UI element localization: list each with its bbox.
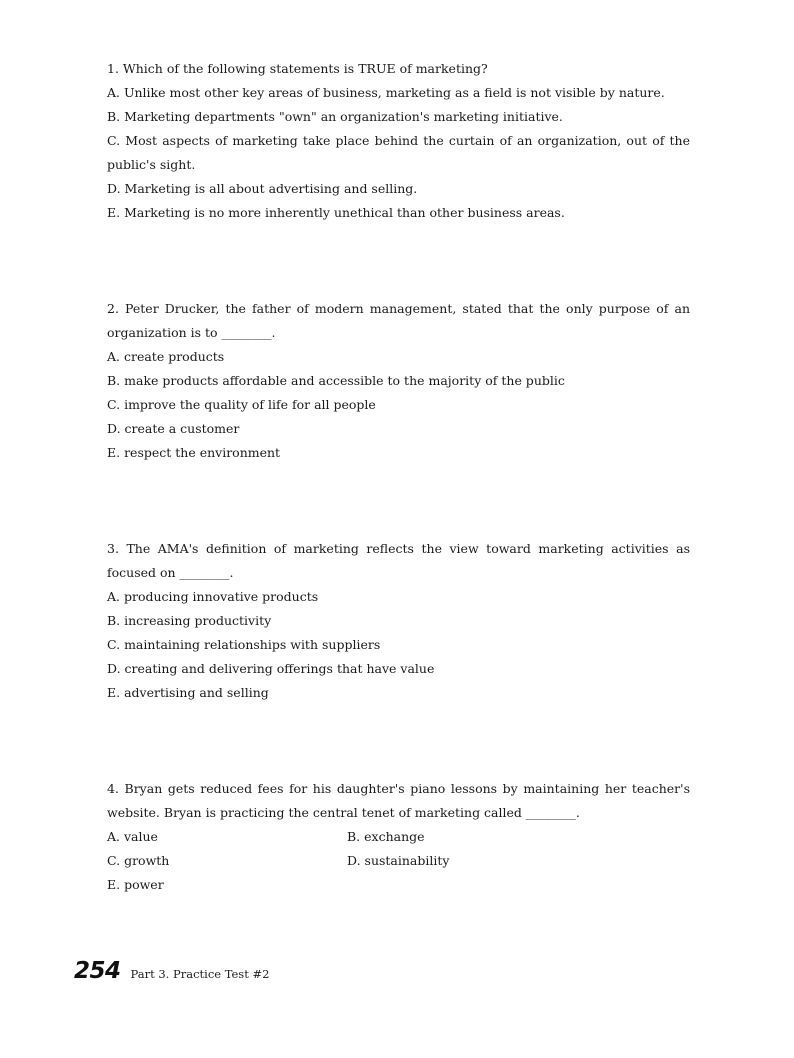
answer-option-a: A. producing innovative products bbox=[107, 589, 319, 604]
answer-option-b: B. increasing productivity bbox=[107, 613, 272, 628]
answer-option-d: D. Marketing is all about advertising and selling. bbox=[107, 181, 418, 196]
page-footer bbox=[74, 958, 269, 990]
answer-option-d: D. create a customer bbox=[107, 421, 240, 436]
question-1 bbox=[107, 57, 690, 225]
answer-options-grid bbox=[107, 825, 690, 897]
answer-option-c: C. growth bbox=[107, 853, 170, 868]
question-stem: 4. Bryan gets reduced fees for his daughter's piano lessons by maintaining her teacher's website. Bryan is practicing the central tenet of marketing called ________. bbox=[107, 781, 690, 820]
question-3 bbox=[107, 537, 690, 705]
question-stem: 2. Peter Drucker, the father of modern management, stated that the only purpose of an organization is to ________. bbox=[107, 301, 690, 340]
answer-option-e: E. power bbox=[107, 877, 164, 892]
answer-option-a: A. create products bbox=[107, 349, 225, 364]
answer-option-d: D. sustainability bbox=[347, 853, 450, 868]
answer-option-a: A. Unlike most other key areas of business, marketing as a field is not visible by nature. bbox=[107, 85, 665, 100]
answer-option-e: E. respect the environment bbox=[107, 445, 281, 460]
answer-option-a: A. value bbox=[107, 829, 158, 844]
answer-option-d: D. creating and delivering offerings that have value bbox=[107, 661, 435, 676]
answer-option-e: E. advertising and selling bbox=[107, 685, 269, 700]
answer-option-e: E. Marketing is no more inherently unethical than other business areas. bbox=[107, 205, 565, 220]
question-2 bbox=[107, 297, 690, 465]
answer-option-b: B. exchange bbox=[347, 829, 425, 844]
question-stem: 1. Which of the following statements is TRUE of marketing? bbox=[107, 61, 488, 76]
question-stem: 3. The AMA's definition of marketing reflects the view toward marketing activities as focused on ________. bbox=[107, 541, 690, 580]
answer-option-c: C. Most aspects of marketing take place behind the curtain of an organization, out of the public's sight. bbox=[107, 133, 690, 172]
answer-option-b: B. Marketing departments "own" an organization's marketing initiative. bbox=[107, 109, 563, 124]
footer-section-label: Part 3. Practice Test #2 bbox=[130, 967, 270, 981]
answer-option-c: C. improve the quality of life for all people bbox=[107, 397, 376, 412]
answer-option-b: B. make products affordable and accessible to the majority of the public bbox=[107, 373, 565, 388]
answer-option-c: C. maintaining relationships with suppliers bbox=[107, 637, 381, 652]
page-number: 254 bbox=[74, 958, 121, 984]
question-4 bbox=[107, 777, 690, 897]
